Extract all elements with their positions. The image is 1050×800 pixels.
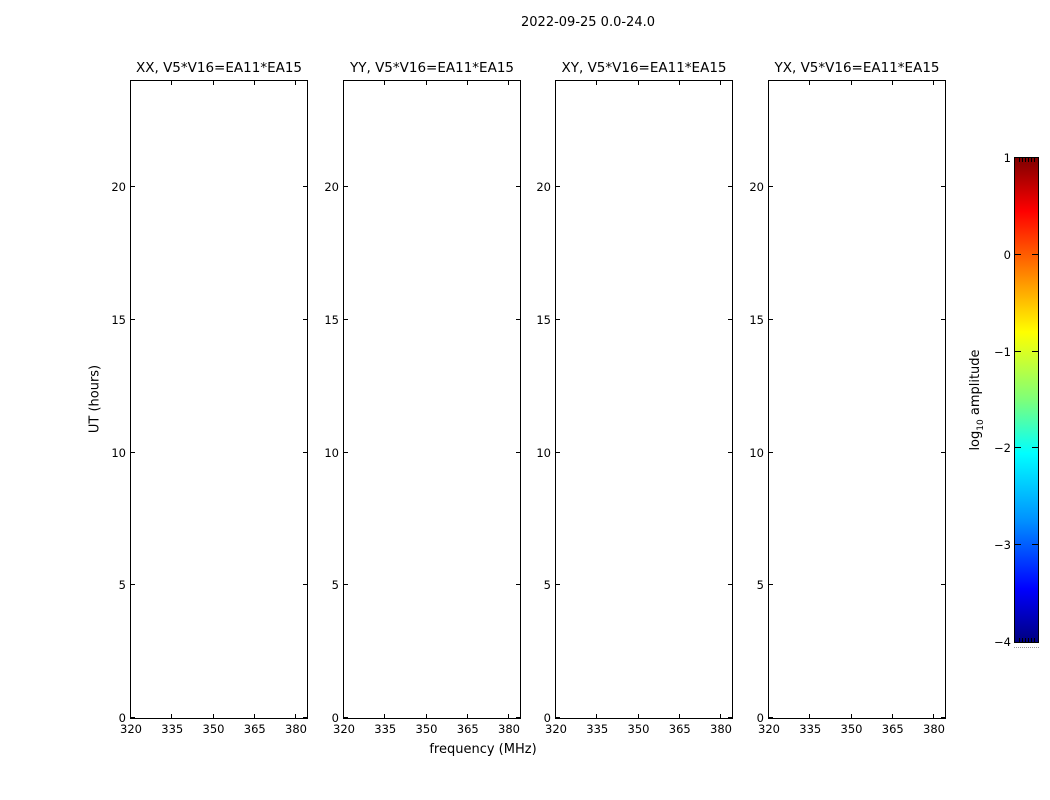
x-tick-label: 380 [498, 722, 520, 736]
x-tick-mark [720, 714, 721, 718]
y-tick-mark [344, 186, 348, 187]
plot-panel-yy [324, 80, 521, 736]
x-tick-mark [384, 81, 385, 85]
plot-panel-xx [111, 80, 308, 736]
colorbar-tick-mark [1032, 351, 1038, 352]
colorbar-tick-mark [1032, 254, 1038, 255]
y-tick-mark [941, 584, 945, 585]
x-tick-mark [426, 714, 427, 718]
x-tick-mark [213, 81, 214, 85]
colorbar-tick-mark [1032, 544, 1038, 545]
x-tick-label: 365 [456, 722, 479, 736]
x-tick-mark [384, 714, 385, 718]
y-tick-mark [769, 584, 773, 585]
x-tick-label: 350 [840, 722, 863, 736]
panel-title-yy: YY, V5*V16=EA11*EA15 [349, 60, 515, 76]
x-tick-mark [892, 714, 893, 718]
y-tick-label: 0 [756, 711, 764, 725]
y-tick-label: 15 [536, 312, 551, 327]
y-tick-mark [769, 319, 773, 320]
y-tick-mark [131, 717, 135, 718]
x-tick-mark [254, 714, 255, 718]
colorbar-label-subscript: 10 [975, 419, 986, 431]
y-tick-label: 15 [324, 312, 339, 327]
x-tick-mark [596, 81, 597, 85]
x-tick-mark [851, 81, 852, 85]
x-tick-label: 350 [415, 722, 438, 736]
y-tick-label: 15 [749, 312, 764, 327]
y-tick-mark [556, 319, 560, 320]
figure-title: 2022-09-25 0.0-24.0 [521, 15, 655, 30]
y-tick-mark [769, 717, 773, 718]
x-tick-mark [679, 81, 680, 85]
y-tick-mark [303, 452, 307, 453]
y-tick-mark [131, 186, 135, 187]
colorbar-bottom-minor-tick [1034, 638, 1035, 642]
colorbar-top-minor-tick [1022, 158, 1023, 162]
x-tick-mark [508, 714, 509, 718]
y-tick-label: 5 [118, 578, 126, 593]
y-tick-mark [344, 319, 348, 320]
y-tick-mark [516, 452, 520, 453]
y-tick-mark [344, 584, 348, 585]
colorbar-label-log: log [968, 430, 984, 451]
y-tick-mark [344, 452, 348, 453]
y-tick-mark [303, 319, 307, 320]
y-tick-label: 20 [536, 180, 551, 195]
y-tick-label: 20 [111, 180, 126, 195]
x-tick-mark [933, 714, 934, 718]
x-tick-mark [809, 81, 810, 85]
x-tick-label: 350 [627, 722, 650, 736]
y-tick-label: 5 [331, 578, 339, 593]
colorbar-top-minor-tick [1028, 158, 1029, 162]
y-tick-mark [941, 186, 945, 187]
x-tick-label: 335 [374, 722, 397, 736]
x-tick-mark [892, 81, 893, 85]
colorbar-top-minor-tick [1034, 158, 1035, 162]
plot-panel-yx [749, 80, 946, 736]
x-tick-mark [295, 81, 296, 85]
x-tick-mark [720, 81, 721, 85]
x-tick-label: 365 [668, 722, 691, 736]
colorbar-top-minor-tick [1031, 158, 1032, 162]
y-tick-mark [941, 452, 945, 453]
y-tick-mark [769, 186, 773, 187]
x-tick-mark [171, 714, 172, 718]
x-tick-label: 320 [545, 722, 567, 736]
x-tick-mark [596, 714, 597, 718]
colorbar-bottom-minor-tick [1028, 638, 1029, 642]
x-tick-label: 350 [202, 722, 225, 736]
y-tick-label: 5 [756, 578, 764, 593]
x-tick-label: 335 [799, 722, 822, 736]
colorbar-bottom-minor-tick [1022, 638, 1023, 642]
y-tick-label: 0 [331, 711, 339, 725]
y-tick-mark [556, 584, 560, 585]
x-tick-label: 380 [710, 722, 732, 736]
x-tick-mark [851, 714, 852, 718]
colorbar-tick-label: 1 [1003, 151, 1011, 165]
y-tick-label: 10 [749, 445, 764, 460]
y-tick-label: 20 [324, 180, 339, 195]
y-tick-mark [728, 319, 732, 320]
colorbar [994, 151, 1039, 649]
colorbar-tick-label: −4 [994, 635, 1011, 649]
x-tick-mark [555, 81, 556, 85]
y-tick-label: 10 [324, 445, 339, 460]
y-tick-mark [941, 717, 945, 718]
x-tick-mark [679, 714, 680, 718]
colorbar-tick-label: −2 [994, 441, 1011, 456]
y-tick-mark [516, 717, 520, 718]
y-tick-label: 15 [111, 312, 126, 327]
y-tick-label: 10 [536, 445, 551, 460]
y-tick-mark [941, 319, 945, 320]
colorbar-axis-label [968, 349, 986, 450]
colorbar-tick-mark [1032, 447, 1038, 448]
y-tick-mark [303, 717, 307, 718]
y-tick-label: 0 [118, 711, 126, 725]
x-tick-mark [171, 81, 172, 85]
colorbar-tick-label: −3 [994, 538, 1011, 553]
y-tick-mark [728, 452, 732, 453]
x-tick-mark [343, 81, 344, 85]
colorbar-top-minor-tick [1019, 158, 1020, 162]
x-tick-mark [467, 714, 468, 718]
x-tick-mark [638, 714, 639, 718]
x-tick-mark [638, 81, 639, 85]
y-tick-mark [303, 186, 307, 187]
x-tick-mark [508, 81, 509, 85]
x-tick-label: 320 [120, 722, 142, 736]
colorbar-bottom-minor-tick [1019, 638, 1020, 642]
x-tick-label: 335 [161, 722, 184, 736]
x-tick-mark [254, 81, 255, 85]
x-tick-label: 380 [923, 722, 945, 736]
colorbar-top-minor-tick [1025, 158, 1026, 162]
y-tick-mark [516, 186, 520, 187]
x-axis-label: frequency (MHz) [429, 742, 537, 757]
y-tick-mark [131, 319, 135, 320]
y-tick-label: 10 [111, 445, 126, 460]
y-tick-mark [516, 319, 520, 320]
y-tick-mark [556, 452, 560, 453]
colorbar-bottom-minor-tick [1025, 638, 1026, 642]
y-tick-mark [516, 584, 520, 585]
colorbar-tick-mark [1015, 447, 1021, 448]
panel-title-xy: XY, V5*V16=EA11*EA15 [561, 60, 727, 76]
x-tick-mark [426, 81, 427, 85]
y-tick-mark [769, 452, 773, 453]
colorbar-tick-mark [1015, 351, 1021, 352]
x-tick-mark [213, 714, 214, 718]
colorbar-bottom-minor-tick [1031, 638, 1032, 642]
y-tick-mark [556, 186, 560, 187]
y-tick-mark [728, 717, 732, 718]
y-tick-label: 5 [543, 578, 551, 593]
x-tick-label: 320 [758, 722, 780, 736]
colorbar-label-amplitude: amplitude [968, 349, 984, 420]
y-tick-mark [303, 584, 307, 585]
y-tick-mark [728, 186, 732, 187]
x-tick-label: 380 [285, 722, 307, 736]
y-tick-mark [728, 584, 732, 585]
x-tick-label: 365 [243, 722, 266, 736]
plot-panel-xy [536, 80, 733, 736]
panel-title-yx: YX, V5*V16=EA11*EA15 [774, 60, 940, 76]
x-tick-mark [809, 714, 810, 718]
panel-title-xx: XX, V5*V16=EA11*EA15 [135, 60, 303, 76]
y-axis-label: UT (hours) [87, 364, 103, 434]
x-tick-mark [768, 81, 769, 85]
y-tick-label: 0 [543, 711, 551, 725]
x-tick-mark [933, 81, 934, 85]
y-tick-label: 20 [749, 180, 764, 195]
colorbar-tick-mark [1015, 544, 1021, 545]
y-tick-mark [131, 584, 135, 585]
x-tick-label: 335 [586, 722, 609, 736]
colorbar-tick-label: 0 [1003, 247, 1011, 262]
y-tick-mark [344, 717, 348, 718]
colorbar-tick-label: −1 [994, 344, 1011, 359]
y-tick-mark [131, 452, 135, 453]
x-tick-mark [130, 81, 131, 85]
x-tick-label: 365 [881, 722, 904, 736]
x-tick-mark [295, 714, 296, 718]
colorbar-tick-mark [1015, 254, 1021, 255]
x-tick-mark [467, 81, 468, 85]
colorbar-bottom-dotted-line [1014, 647, 1039, 648]
x-tick-label: 320 [333, 722, 355, 736]
y-tick-mark [556, 717, 560, 718]
